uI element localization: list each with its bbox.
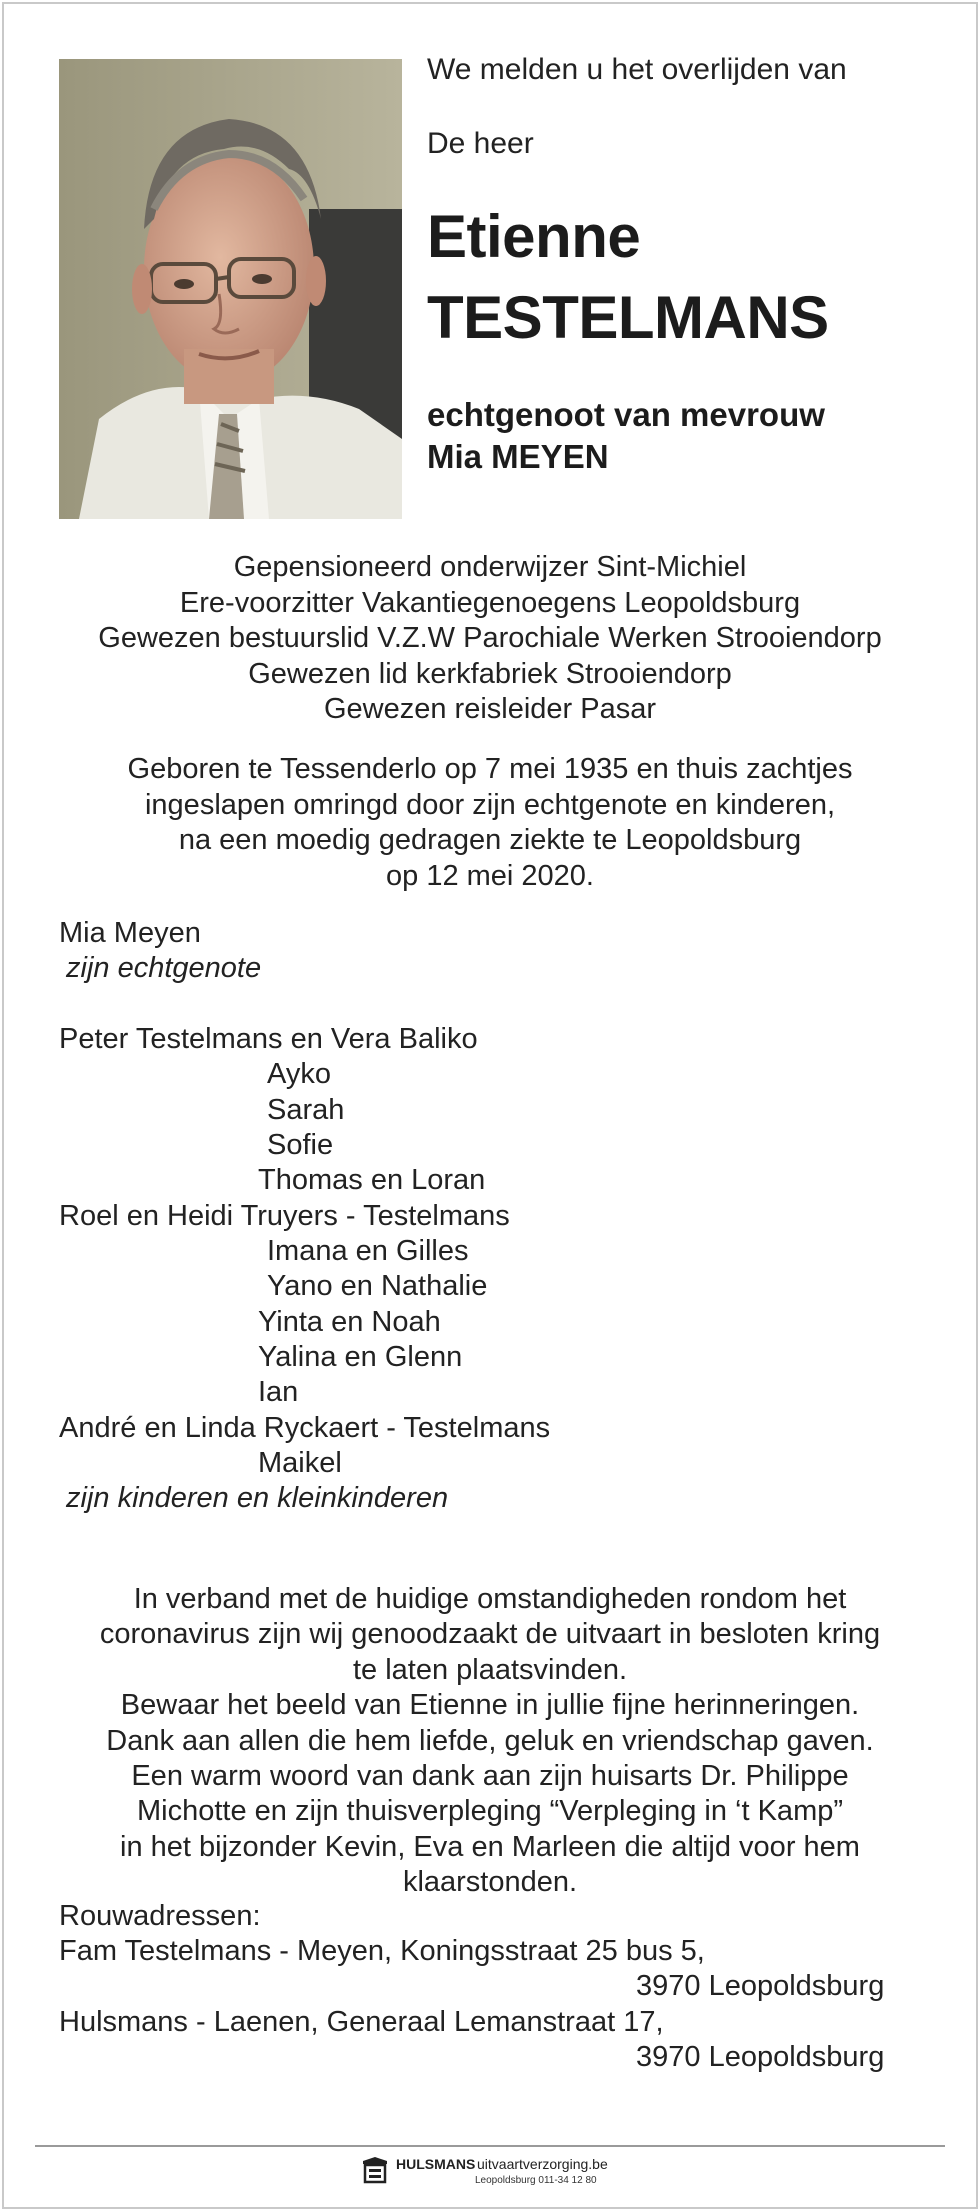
footer-site: uitvaartverzorging.be [477, 2156, 608, 2172]
announcement-text: We melden u het overlijden van [427, 53, 847, 86]
addresses-heading: Rouwadressen: [59, 1900, 261, 1932]
birth-line: Geboren te Tessenderlo op 7 mei 1935 en thuis zachtjes [127, 753, 853, 785]
address-line: Fam Testelmans - Meyen, Koningsstraat 25 bus 5, [59, 1935, 705, 1967]
child-line: Roel en Heidi Truyers - Testelmans [59, 1200, 510, 1232]
role-line: Gewezen reisleider Pasar [323, 693, 657, 725]
message-line: Dank aan allen die hem liefde, geluk en vriendschap gaven. [106, 1724, 874, 1757]
message-line: coronavirus zijn wij genoodzaakt de uitvaart in besloten kring [99, 1618, 881, 1651]
deceased-first-name: Etienne [427, 203, 641, 270]
grandchild-line: Sofie [267, 1129, 334, 1161]
birth-line: op 12 mei 2020. [386, 859, 594, 892]
message-line: Bewaar het beeld van Etienne in jullie fijne herinneringen. [120, 1689, 860, 1722]
deceased-last-name: TESTELMANS [427, 284, 829, 351]
title-prefix: De heer [427, 127, 534, 160]
grandchild-line: Sarah [267, 1094, 345, 1126]
birth-line: na een moedig gedragen ziekte te Leopoldsburg [178, 824, 802, 856]
message-line: klaarstonden. [402, 1866, 578, 1899]
grandchild-line: Maikel [258, 1447, 342, 1479]
child-line: Peter Testelmans en Vera Baliko [59, 1023, 478, 1055]
grandchild-line: Yinta en Noah [258, 1306, 441, 1338]
grandchild-line: Ian [258, 1376, 299, 1408]
grandchild-line: Thomas en Loran [258, 1164, 486, 1196]
spouse-role: zijn echtgenote [66, 952, 262, 984]
footer-brand: HULSMANS [396, 2156, 476, 2172]
address-line: Hulsmans - Laenen, Generaal Lemanstraat 17, [59, 2006, 664, 2038]
message-line: Michotte en zijn thuisverpleging “Verpleging in ‘t Kamp” [136, 1795, 844, 1828]
address-city: 3970 Leopoldsburg [636, 1970, 885, 2002]
role-line: Ere-voorzitter Vakantiegenoegens Leopoldsburg [179, 586, 801, 619]
footer [360, 2153, 660, 2195]
message-line: in het bijzonder Kevin, Eva en Marleen die altijd voor hem [120, 1830, 860, 1863]
hulsmans-logo-icon [360, 2155, 390, 2185]
message-block [0, 1582, 980, 1901]
child-line: André en Linda Ryckaert - Testelmans [59, 1412, 551, 1444]
portrait-photo [59, 59, 402, 519]
message-line: In verband met de huidige omstandigheden rondom het [133, 1583, 847, 1615]
spouse-name: Mia Meyen [59, 917, 201, 949]
message-line: Een warm woord van dank aan zijn huisarts Dr. Philippe [131, 1760, 849, 1793]
grandchild-line: Yalina en Glenn [258, 1341, 463, 1373]
message-line: te laten plaatsvinden. [352, 1653, 628, 1686]
spouse-line-2: Mia MEYEN [427, 438, 609, 475]
birth-line: ingeslapen omringd door zijn echtgenote en kinderen, [144, 788, 836, 821]
address-city: 3970 Leopoldsburg [636, 2041, 885, 2073]
birth-block [0, 752, 980, 894]
role-line: Gewezen lid kerkfabriek Strooiendorp [248, 657, 732, 690]
role-line: Gepensioneerd onderwijzer Sint-Michiel [233, 551, 747, 583]
footer-contact: Leopoldsburg 011-34 12 80 [475, 2175, 597, 2186]
children-role: zijn kinderen en kleinkinderen [66, 1482, 449, 1514]
grandchild-line: Yano en Nathalie [267, 1270, 488, 1302]
footer-divider [35, 2145, 945, 2147]
grandchild-line: Imana en Gilles [267, 1235, 469, 1267]
role-line: Gewezen bestuurslid V.Z.W Parochiale Werken Strooiendorp [98, 622, 882, 654]
spouse-line-1: echtgenoot van mevrouw [427, 396, 825, 433]
roles-block [0, 550, 980, 728]
grandchild-line: Ayko [267, 1058, 331, 1090]
